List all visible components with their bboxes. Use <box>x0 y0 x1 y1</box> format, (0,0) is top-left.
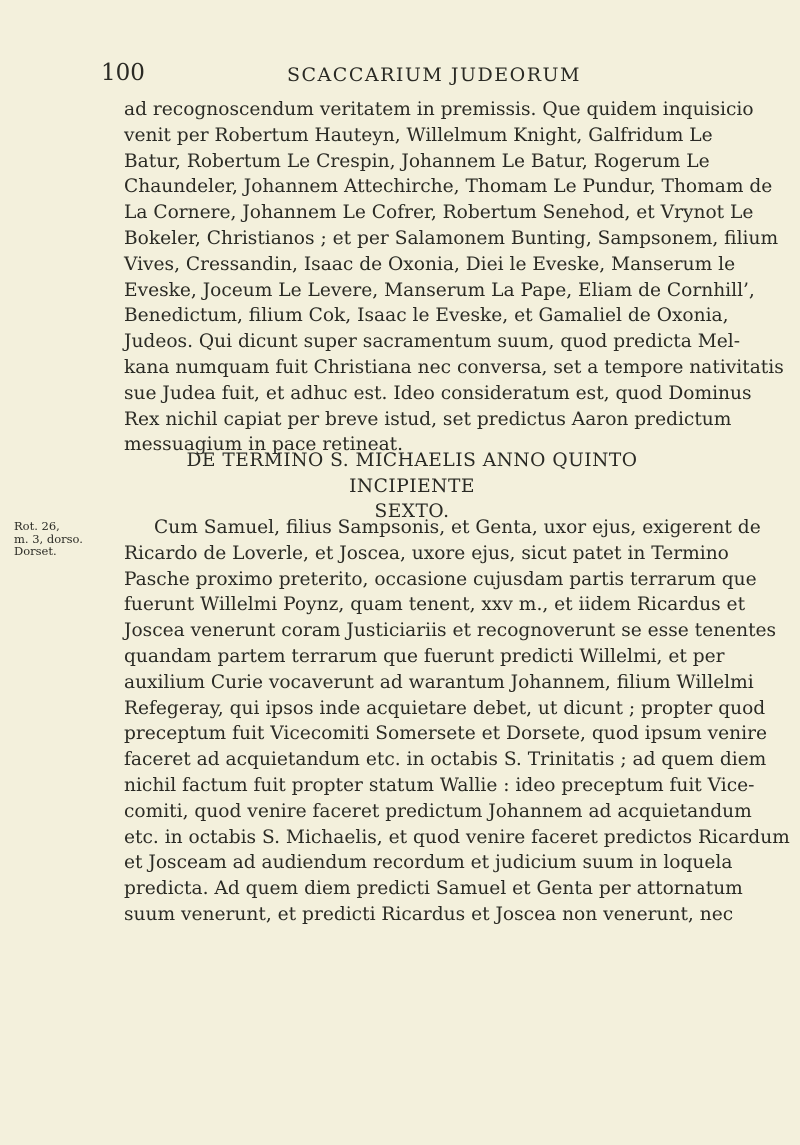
text-line: La Cornere, Johannem Le Cofrer, Robertum Senehod, et Vrynot Le <box>124 202 754 224</box>
text-line: sue Judea fuit, et adhuc est. Ideo consideratum est, quod Dominus <box>124 382 752 404</box>
text-line: preceptum fuit Vicecomiti Somersete et Dorsete, quod ipsum venire <box>124 723 767 745</box>
text-line: comiti, quod venire faceret predictum Johannem ad acquietandum <box>124 800 752 822</box>
text-line: Rex nichil capiat per breve istud, set predictus Aaron predictum <box>124 408 732 430</box>
paragraph-1 <box>124 97 784 458</box>
text-line: Pasche proximo preterito, occasione cujusdam partis terrarum que <box>124 568 757 590</box>
text-line: et Josceam ad audiendum recordum et judicium suum in loquela <box>124 852 733 874</box>
text-line: faceret ad acquietandum etc. in octabis S. Trinitatis ; ad quem diem <box>124 749 767 771</box>
margin-note-county: Dorset. <box>14 544 57 558</box>
paragraph-2 <box>124 515 790 928</box>
text-line: auxilium Curie vocaverunt ad warantum Johannem, filium Willelmi <box>124 671 754 693</box>
margin-note-membrane: m. 3, dorso. <box>14 531 83 546</box>
text-line: Vives, Cressandin, Isaac de Oxonia, Diei le Eveske, Manserum le <box>124 253 736 275</box>
text-line: Cum Samuel, filius Sampsonis, et Genta, uxor ejus, exigerent de <box>154 517 761 538</box>
text-line: predicta. Ad quem diem predicti Samuel et Genta per attornatum <box>124 878 743 900</box>
margin-note-roll: Rot. 26, <box>14 519 60 533</box>
running-title: SCACCARIUM JUDEORUM <box>287 64 581 86</box>
text-line: etc. in octabis S. Michaelis, et quod venire faceret predictos Ricardum <box>124 826 790 848</box>
text-line: ad recognoscendum veritatem in premissis. Que quidem inquisicio <box>124 99 754 120</box>
text-line: quandam partem terrarum que fuerunt predicti Willelmi, et per <box>124 645 725 667</box>
text-line: Bokeler, Christianos ; et per Salamonem Bunting, Sampsonem, filium <box>124 227 779 249</box>
text-line: Judeos. Qui dicunt super sacramentum suum, quod predicta Mel- <box>124 331 741 353</box>
section-heading-line-2: SEXTO. <box>374 501 450 523</box>
text-line: Joscea venerunt coram Justiciariis et recognoverunt se esse tenentes <box>124 620 777 642</box>
text-line: Chaundeler, Johannem Attechirche, Thomam Le Pundur, Thomam de <box>124 176 773 198</box>
text-line: Benedictum, filium Cok, Isaac le Eveske, et Gamaliel de Oxonia, <box>124 305 729 327</box>
section-heading <box>124 448 700 525</box>
text-line: Ricardo de Loverle, et Joscea, uxore ejus, sicut patet in Termino <box>124 542 729 564</box>
text-line: suum venerunt, et predicti Ricardus et Joscea non venerunt, nec <box>124 903 734 925</box>
text-line: venit per Robertum Hauteyn, Willelmum Knight, Galfridum Le <box>124 124 713 146</box>
section-heading-line-1: DE TERMINO S. MICHAELIS ANNO QUINTO INCIPIENTE <box>186 450 638 497</box>
text-line: messuagium in pace retineat. <box>124 434 404 456</box>
text-line: nichil factum fuit propter statum Wallie : ideo preceptum fuit Vice- <box>124 774 755 796</box>
text-line: Batur, Robertum Le Crespin, Johannem Le Batur, Rogerum Le <box>124 150 710 172</box>
margin-note <box>14 520 114 558</box>
page-number: 100 <box>101 60 145 86</box>
text-line: fuerunt Willelmi Poynz, quam tenent, xxv m., et iidem Ricardus et <box>124 594 746 616</box>
text-line: Refegeray, qui ipsos inde acquietare debet, ut dicunt ; propter quod <box>124 697 766 719</box>
text-line: kana numquam fuit Christiana nec conversa, set a tempore nativitatis <box>124 356 784 378</box>
text-line: Eveske, Joceum Le Levere, Manserum La Pape, Eliam de Cornhill’, <box>124 279 755 301</box>
